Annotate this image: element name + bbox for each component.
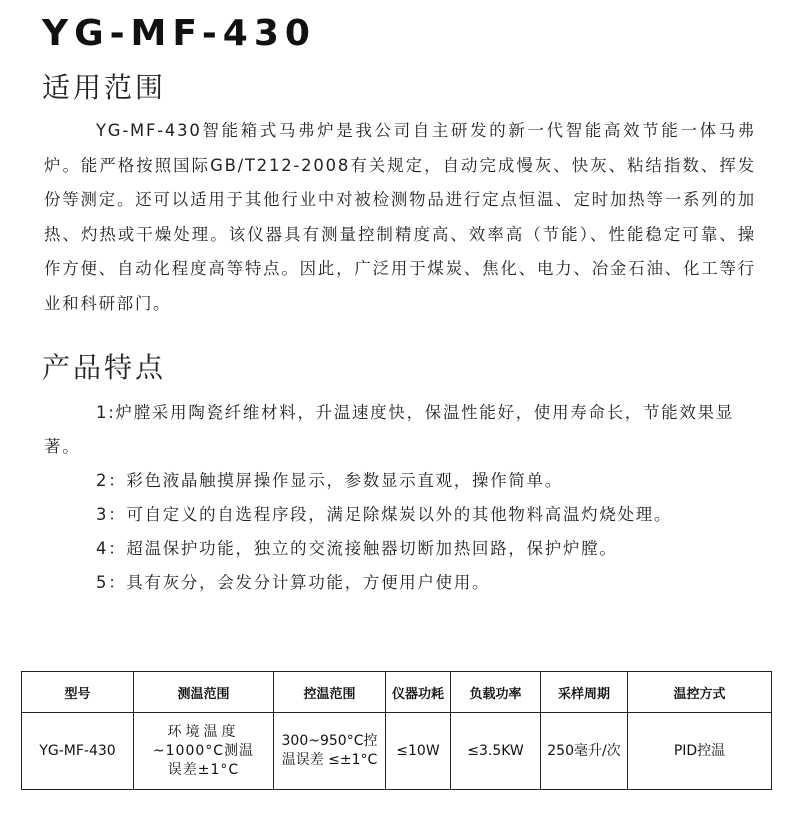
header-sampling: 采样周期 [541, 672, 628, 713]
header-power: 仪器功耗 [386, 672, 451, 713]
control-range-line-1: 300~950°C控 [281, 733, 378, 749]
feature-item-1: 1:炉膛采用陶瓷纤维材料，升温速度快，保温性能好，使用寿命长，节能效果显著。 [44, 403, 735, 456]
header-measure-range: 测温范围 [134, 672, 274, 713]
features-list [44, 396, 760, 600]
measure-range-line-2: ~1000°C测温 [152, 742, 255, 759]
header-control-method: 温控方式 [628, 672, 772, 713]
header-control-range: 控温范围 [274, 672, 386, 713]
spec-table [21, 671, 772, 790]
spec-header-row [22, 672, 772, 713]
header-model: 型号 [22, 672, 134, 713]
features-heading: 产品特点 [42, 351, 167, 384]
cell-load-power: ≤3.5KW [451, 713, 541, 790]
scope-paragraph: YG-MF-430智能箱式马弗炉是我公司自主研发的新一代智能高效节能一体马弗炉。能严格按照国际GB/T212-2008有关规定，自动完成慢灰、快灰、粘结指数、挥发份等测定。还可以适用于其他行业中对被检测物品进行定点恒温、定时加热等一系列的加热、灼热或干燥处理。该仪器具有测量控制精度高、效率高（节能）、性能稳定可靠、操作方便、自动化程度高等特点。因此，广泛用于煤炭、焦化、电力、冶金石油、化工等行业和科研部门。 [44, 121, 756, 313]
spec-data-row [22, 713, 772, 790]
feature-item-3: 3：可自定义的自选程序段，满足除煤炭以外的其他物料高温灼烧处理。 [96, 505, 673, 524]
measure-range-line-1: 环境温度 [167, 723, 240, 740]
control-range-line-2: 温误差 ≤±1°C [281, 752, 378, 768]
cell-measure-range [134, 713, 274, 790]
feature-item-2: 2：彩色液晶触摸屏操作显示，参数显示直观，操作简单。 [96, 471, 563, 490]
feature-item-4: 4：超温保护功能，独立的交流接触器切断加热回路，保护炉膛。 [96, 539, 618, 558]
cell-power: ≤10W [386, 713, 451, 790]
cell-control-method: PID控温 [628, 713, 772, 790]
scope-heading: 适用范围 [42, 71, 167, 104]
header-load-power: 负载功率 [451, 672, 541, 713]
cell-model: YG-MF-430 [22, 713, 134, 790]
cell-control-range [274, 713, 386, 790]
feature-item-5: 5：具有灰分，会发分计算功能，方便用户使用。 [96, 573, 491, 592]
cell-sampling: 250毫升/次 [541, 713, 628, 790]
product-model-title: YG-MF-430 [42, 13, 316, 54]
measure-range-line-3: 误差±1°C [167, 761, 240, 778]
